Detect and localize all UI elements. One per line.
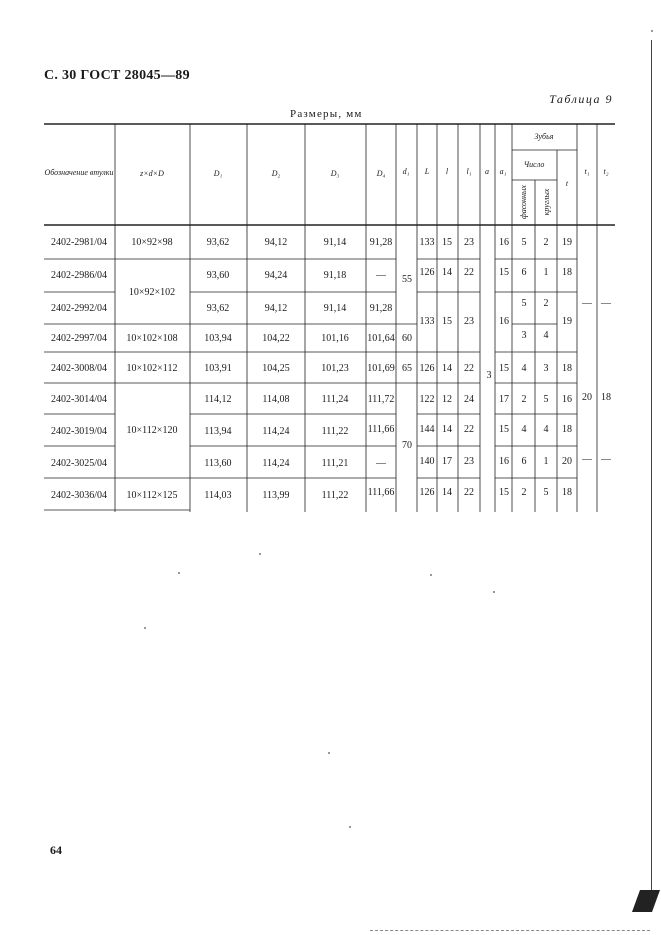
table-label: Таблица 9 [549,92,613,106]
shaped-teeth-cell: 4 [521,424,527,435]
D4-cell: 101,69 [367,363,395,374]
D3-cell: 111,24 [321,394,349,405]
t-cell: 16 [562,394,572,405]
D2-cell: 94,12 [264,237,288,248]
l1-cell: 23 [464,316,474,327]
t-cell: 18 [562,424,572,435]
round-teeth-cell: 5 [543,394,549,405]
D4-cell: — [376,458,386,469]
L-cell: 126 [419,363,435,374]
l1-cell: 22 [464,487,474,498]
t1-cell: — [582,454,592,465]
shaped-teeth-cell: 2 [521,487,527,498]
l-cell: 17 [442,456,452,467]
a1-cell: 16 [499,316,509,327]
round-teeth-cell: 4 [543,424,549,435]
l-cell: 15 [442,237,452,248]
scan-speck [259,553,261,555]
header-count: Число [523,160,545,169]
t-cell: 20 [562,456,572,467]
page-header: С. 30 ГОСТ 28045—89 [44,68,190,83]
L-cell: 133 [419,237,435,248]
D3-cell: 91,18 [323,270,347,281]
t2-cell: — [601,454,611,465]
round-teeth-cell: 2 [543,298,549,309]
L-cell: 144 [419,424,435,435]
shaped-teeth-cell: 6 [521,267,527,278]
shaped-teeth-cell: 6 [521,456,527,467]
header-t: t [565,179,569,188]
header-L: L [424,167,430,176]
designation-cell: 2402-3008/04 [50,363,108,374]
D1-cell: 113,60 [204,458,232,469]
D4-cell: 91,28 [369,237,393,248]
header-D4: D₄ [376,169,386,178]
D2-cell: 94,24 [264,270,288,281]
header-round: круглых [542,188,551,216]
l1-cell: 22 [464,267,474,278]
t1-cell: 20 [582,392,592,403]
scan-speck [651,30,653,32]
D1-cell: 113,94 [204,426,232,437]
round-teeth-cell: 1 [543,267,549,278]
D2-cell: 104,25 [262,363,290,374]
l1-cell: 24 [464,394,474,405]
t2-cell: 18 [601,392,611,403]
l-cell: 15 [442,316,452,327]
L-cell: 133 [419,316,435,327]
round-teeth-cell: 1 [543,456,549,467]
designation-cell: 2402-2997/04 [50,333,108,344]
D3-cell: 111,22 [321,490,349,501]
t2-cell: — [601,298,611,309]
t-cell: 18 [562,487,572,498]
a1-cell: 16 [499,237,509,248]
scan-speck [144,627,146,629]
header-zdD: z×d×D [140,169,164,178]
a1-cell: 15 [499,487,509,498]
D3-cell: 111,21 [321,458,349,469]
designation-cell: 2402-3014/04 [50,394,108,405]
t-cell: 19 [562,316,572,327]
t-cell: 18 [562,363,572,374]
zdD-cell: 10×102×112 [126,363,178,374]
scan-speck [328,752,330,754]
L-cell: 122 [419,394,435,405]
header-D1: D₁ [213,169,223,178]
D2-cell: 94,12 [264,303,288,314]
D1-cell: 114,12 [204,394,232,405]
designation-cell: 2402-3025/04 [50,458,108,469]
header-t1: t₁ [584,167,590,176]
d1-cell: 60 [402,333,412,344]
page-number: 64 [50,843,62,857]
t-cell: 19 [562,237,572,248]
header-a: a [485,167,489,176]
shaped-teeth-cell: 5 [521,237,527,248]
l-cell: 14 [442,267,452,278]
L-cell: 126 [419,267,435,278]
shaped-teeth-cell: 5 [521,298,527,309]
shaped-teeth-cell: 2 [521,394,527,405]
header-D3: D₃ [330,169,340,178]
zdD-cell: 10×92×98 [131,237,173,248]
header-t2: t₂ [603,167,609,176]
D1-cell: 93,60 [206,270,230,281]
header-designation: Обозначение втулки [44,168,114,177]
header-l1: l₁ [466,167,472,176]
L-cell: 140 [419,456,435,467]
D3-cell: 101,16 [321,333,349,344]
l1-cell: 23 [464,456,474,467]
header-a1: a₁ [499,167,507,176]
header-d1: d₁ [402,167,410,176]
round-teeth-cell: 5 [543,487,549,498]
D3-cell: 91,14 [323,303,347,314]
D2-cell: 114,08 [262,394,290,405]
page-edge-rule [651,40,652,910]
scan-speck [349,826,351,828]
a1-cell: 15 [499,363,509,374]
D1-cell: 103,94 [204,333,232,344]
zdD-cell: 10×102×108 [126,333,178,344]
scan-speck [493,591,495,593]
shaped-teeth-cell: 4 [521,363,527,374]
designation-cell: 2402-3036/04 [50,490,108,501]
D4-cell: 111,66 [367,487,395,498]
D4-cell: 91,28 [369,303,393,314]
D3-cell: 91,14 [323,237,347,248]
designation-cell: 2402-2981/04 [50,237,108,248]
d1-cell: 65 [402,363,412,374]
d1-cell: 70 [402,440,412,451]
L-cell: 126 [419,487,435,498]
l1-cell: 22 [464,424,474,435]
shaped-teeth-cell: 3 [521,330,527,341]
a1-cell: 16 [499,456,509,467]
l-cell: 14 [442,424,452,435]
t1-cell: — [582,298,592,309]
l-cell: 14 [442,487,452,498]
D2-cell: 113,99 [262,490,290,501]
zdD-cell: 10×112×125 [126,490,178,501]
zdD-cell: 10×112×120 [126,425,178,436]
scan-speck [430,574,432,576]
scan-speck [178,572,180,574]
D2-cell: 114,24 [262,458,290,469]
D4-cell: 111,72 [367,394,395,405]
l1-cell: 22 [464,363,474,374]
a1-cell: 15 [499,424,509,435]
D3-cell: 101,23 [321,363,349,374]
a1-cell: 15 [499,267,509,278]
header-l: l [445,167,449,176]
dimensions-title: Размеры, мм [290,108,363,120]
round-teeth-cell: 4 [543,330,549,341]
D1-cell: 93,62 [206,303,230,314]
t-cell: 18 [562,267,572,278]
D2-cell: 104,22 [262,333,290,344]
D1-cell: 114,03 [204,490,232,501]
bottom-edge-rule [370,930,650,931]
l1-cell: 23 [464,237,474,248]
designation-cell: 2402-2986/04 [50,270,108,281]
l-cell: 14 [442,363,452,374]
D1-cell: 103,91 [204,363,232,374]
l-cell: 12 [442,394,452,405]
header-teeth: Зубья [534,132,554,141]
a-cell: 3 [486,370,492,381]
D4-cell: 111,66 [367,424,395,435]
round-teeth-cell: 3 [543,363,549,374]
designation-cell: 2402-2992/04 [50,303,108,314]
D4-cell: — [376,270,386,281]
a1-cell: 17 [499,394,509,405]
D2-cell: 114,24 [262,426,290,437]
D1-cell: 93,62 [206,237,230,248]
header-D2: D₂ [271,169,281,178]
round-teeth-cell: 2 [543,237,549,248]
D3-cell: 111,22 [321,426,349,437]
d1-cell: 55 [402,274,412,285]
zdD-cell: 10×92×102 [128,287,176,298]
D4-cell: 101,64 [367,333,395,344]
designation-cell: 2402-3019/04 [50,426,108,437]
header-shaped: фасонных [519,185,528,219]
